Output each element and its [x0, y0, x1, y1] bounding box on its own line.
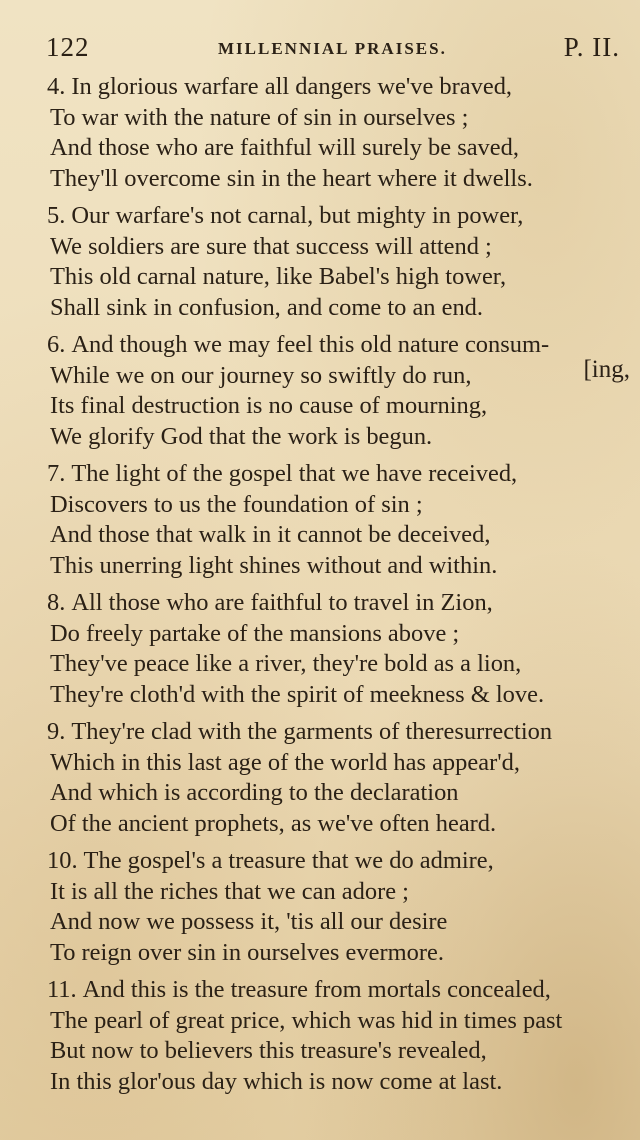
verse-line: And those that walk in it cannot be deceived,	[50, 521, 491, 548]
verse-line: 7. The light of the gospel that we have received,	[47, 460, 518, 487]
verse-line: The pearl of great price, which was hid in times past	[50, 1006, 563, 1034]
verse-8	[0, 588, 640, 710]
verse-line: This unerring light shines without and within.	[50, 551, 498, 579]
verse-line: They'll overcome sin in the heart where it dwells.	[50, 164, 533, 192]
verse-9	[0, 717, 640, 839]
verse-line: To war with the nature of sin in ourselves ;	[50, 103, 469, 131]
verse-line: We glorify God that the work is begun.	[50, 422, 433, 450]
verse-line: Of the ancient prophets, as we've often heard.	[50, 809, 497, 837]
verse-line: We soldiers are sure that success will attend ;	[50, 232, 492, 260]
verse-line: 5. Our warfare's not carnal, but mighty in power,	[47, 202, 524, 229]
verse-number: 4.	[47, 73, 66, 100]
verse-10	[0, 846, 640, 968]
running-head	[46, 32, 620, 68]
verse-7	[0, 459, 640, 581]
verse-line: And those who are faithful will surely be saved,	[50, 134, 519, 161]
verse-line: 6. And though we may feel this old nature consum-	[47, 331, 550, 358]
verse-5	[0, 201, 640, 323]
verse-number: 9.	[47, 718, 66, 745]
verse-number: 10.	[47, 847, 78, 874]
verse-line: But now to believers this treasure's revealed,	[50, 1037, 487, 1064]
verse-line: To reign over sin in ourselves evermore.	[50, 938, 444, 966]
verse-line: Shall sink in confusion, and come to an end.	[50, 293, 484, 321]
verse-line: Which in this last age of the world has appear'd,	[50, 748, 520, 776]
verse-line: 10. The gospel's a treasure that we do admire,	[47, 847, 494, 874]
verse-number: 11.	[47, 976, 77, 1003]
running-title: MILLENNIAL PRAISES.	[218, 39, 447, 58]
hymn-text	[0, 72, 640, 1104]
verse-4	[0, 72, 640, 194]
verse-line: 9. They're clad with the garments of theresurrection	[47, 718, 553, 745]
part-number: P. II.	[563, 32, 620, 62]
verse-11	[0, 975, 640, 1097]
verse-line: And now we possess it, 'tis all our desire	[50, 908, 448, 935]
verse-line: They've peace like a river, they're bold as a lion,	[50, 650, 522, 677]
verse-line: While we on our journey so swiftly do run,	[50, 361, 472, 389]
verse-number: 6.	[47, 331, 66, 358]
verse-line: They're cloth'd with the spirit of meekness & love.	[50, 680, 545, 708]
verse-line: Do freely partake of the mansions above ;	[50, 619, 460, 647]
verse-6	[0, 330, 640, 452]
verse-line: 4. In glorious warfare all dangers we've braved,	[47, 73, 513, 100]
page-number: 122	[46, 32, 90, 62]
verse-line: In this glor'ous day which is now come at last.	[50, 1067, 503, 1095]
verse-line: And which is according to the declaration	[50, 779, 459, 806]
verse-line: Discovers to us the foundation of sin ;	[50, 490, 423, 518]
verse-line: This old carnal nature, like Babel's high tower,	[50, 263, 507, 290]
verse-number: 8.	[47, 589, 66, 616]
verse-line: It is all the riches that we can adore ;	[50, 877, 409, 905]
verse-line: Its final destruction is no cause of mourning,	[50, 392, 488, 419]
verse-number: 5.	[47, 202, 66, 229]
verse-number: 7.	[47, 460, 66, 487]
verse-line: 11. And this is the treasure from mortals concealed,	[47, 976, 551, 1003]
turnover-text: [ing,	[583, 356, 630, 383]
verse-line: 8. All those who are faithful to travel in Zion,	[47, 589, 493, 616]
